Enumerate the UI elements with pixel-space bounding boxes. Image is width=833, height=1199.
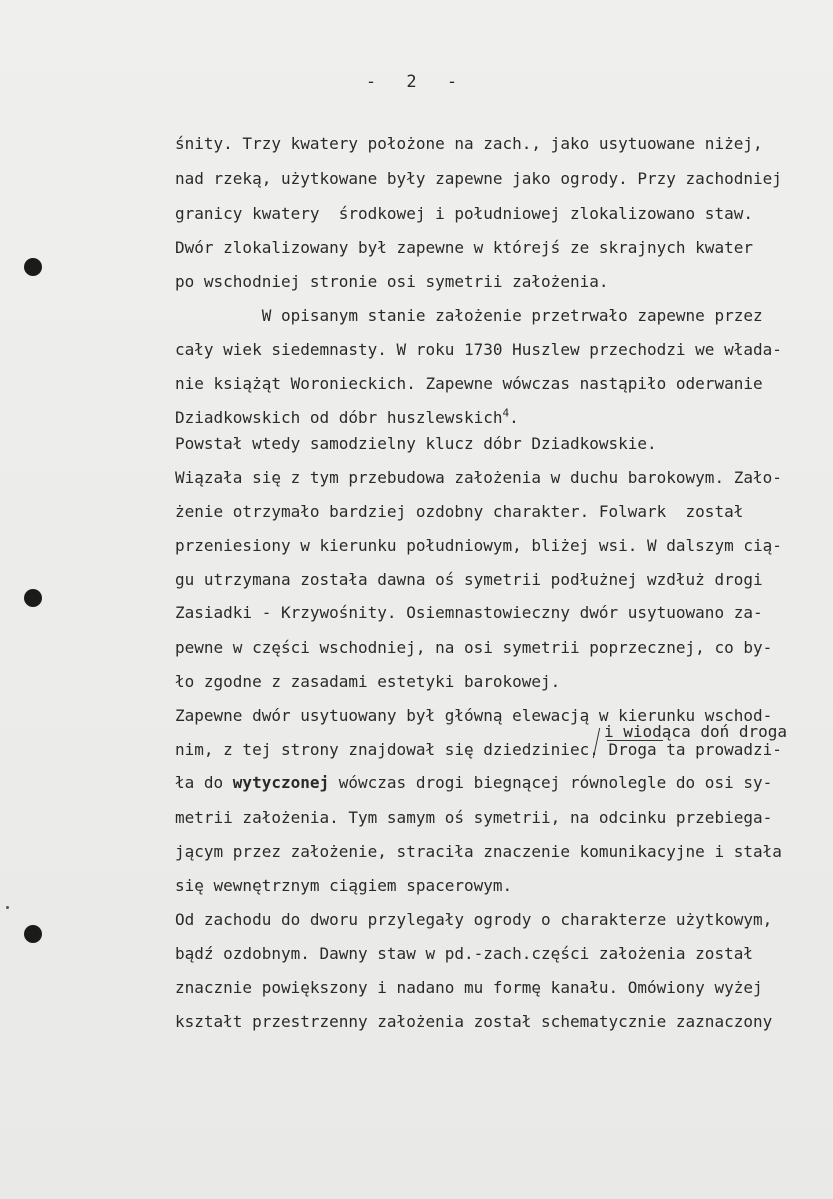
overtyped-word: wytyczonej — [232, 773, 330, 792]
text-line: śnity. Trzy kwatery położone na zach., jako usytuowane niżej, — [175, 134, 763, 153]
text-line-with-footnote: Dziadkowskich od dóbr huszlewskich$^4$. — [175, 406, 519, 427]
text-line: Zasiadki - Krzywośnity. Osiemnastowieczny dwór usytuowano za- — [175, 603, 763, 622]
text-line: ło zgodne z zasadami estetyki barokowej. — [175, 672, 561, 691]
footnote-reference: 4 — [502, 406, 510, 420]
text-line: nie książąt Woronieckich. Zapewne wówczas nastąpiło oderwanie — [175, 374, 763, 393]
page-number: - 2 - — [365, 72, 468, 92]
text-line: metrii założenia. Tym samym oś symetrii, na odcinku przebiega- — [175, 808, 773, 827]
text-line: granicy kwatery środkowej i południowej zlokalizowano staw. — [175, 204, 753, 223]
text-line: Wiązała się z tym przebudowa założenia w duchu barokowym. Zało- — [175, 468, 782, 487]
text-fragment: wówczas drogi biegnącej równolegle do osi sy- — [329, 773, 773, 792]
text-fragment: Dziadkowskich od dóbr huszlewskich — [175, 408, 503, 427]
text-line: przeniesiony w kierunku południowym, bliżej wsi. W dalszym cią- — [175, 536, 782, 555]
text-line: nim, z tej strony znajdował się dziedziniec. Droga ta prowadzi- — [175, 740, 782, 759]
text-line: W opisanym stanie założenie przetrwało zapewne przez — [175, 306, 763, 325]
text-line: gu utrzymana została dawna oś symetrii podłużnej wzdłuż drogi — [175, 570, 763, 589]
text-line: nad rzeką, użytkowane były zapewne jako ogrody. Przy zachodniej — [175, 169, 782, 188]
text-line: cały wiek siedemnasty. W roku 1730 Huszlew przechodzi we włada- — [175, 340, 782, 359]
text-line: żenie otrzymało bardziej ozdobny charakter. Folwark został — [175, 502, 744, 521]
text-line: jącym przez założenie, straciła znaczenie komunikacyjne i stała — [175, 842, 782, 861]
text-line: się wewnętrznym ciągiem spacerowym. — [175, 876, 513, 895]
text-fragment: ła do — [175, 773, 233, 792]
text-line: Powstał wtedy samodzielny klucz dóbr Dziadkowskie. — [175, 434, 657, 453]
text-line: Zapewne dwór usytuowany był główną elewacją w kierunku wschod- — [175, 706, 773, 725]
text-line: bądź ozdobnym. Dawny staw w pd.-zach.części założenia został — [175, 944, 753, 963]
handwritten-insertion: i wiodąca doń droga — [604, 722, 788, 741]
text-line-with-correction — [175, 773, 772, 793]
punch-hole — [24, 925, 42, 943]
text-line: znacznie powiększony i nadano mu formę kanału. Omówiony wyżej — [175, 978, 763, 997]
punch-hole — [24, 258, 42, 276]
punch-hole — [24, 589, 42, 607]
text-line: Od zachodu do dworu przylegały ogrody o charakterze użytkowym, — [175, 910, 773, 929]
text-line: pewne w części wschodniej, na osi symetrii poprzecznej, co by- — [175, 638, 773, 657]
text-line: Dwór zlokalizowany był zapewne w którejś ze skrajnych kwater — [175, 238, 753, 257]
text-line: po wschodniej stronie osi symetrii założenia. — [175, 272, 609, 291]
text-line: kształt przestrzenny założenia został schematycznie zaznaczony — [175, 1012, 773, 1031]
speck — [6, 906, 9, 909]
